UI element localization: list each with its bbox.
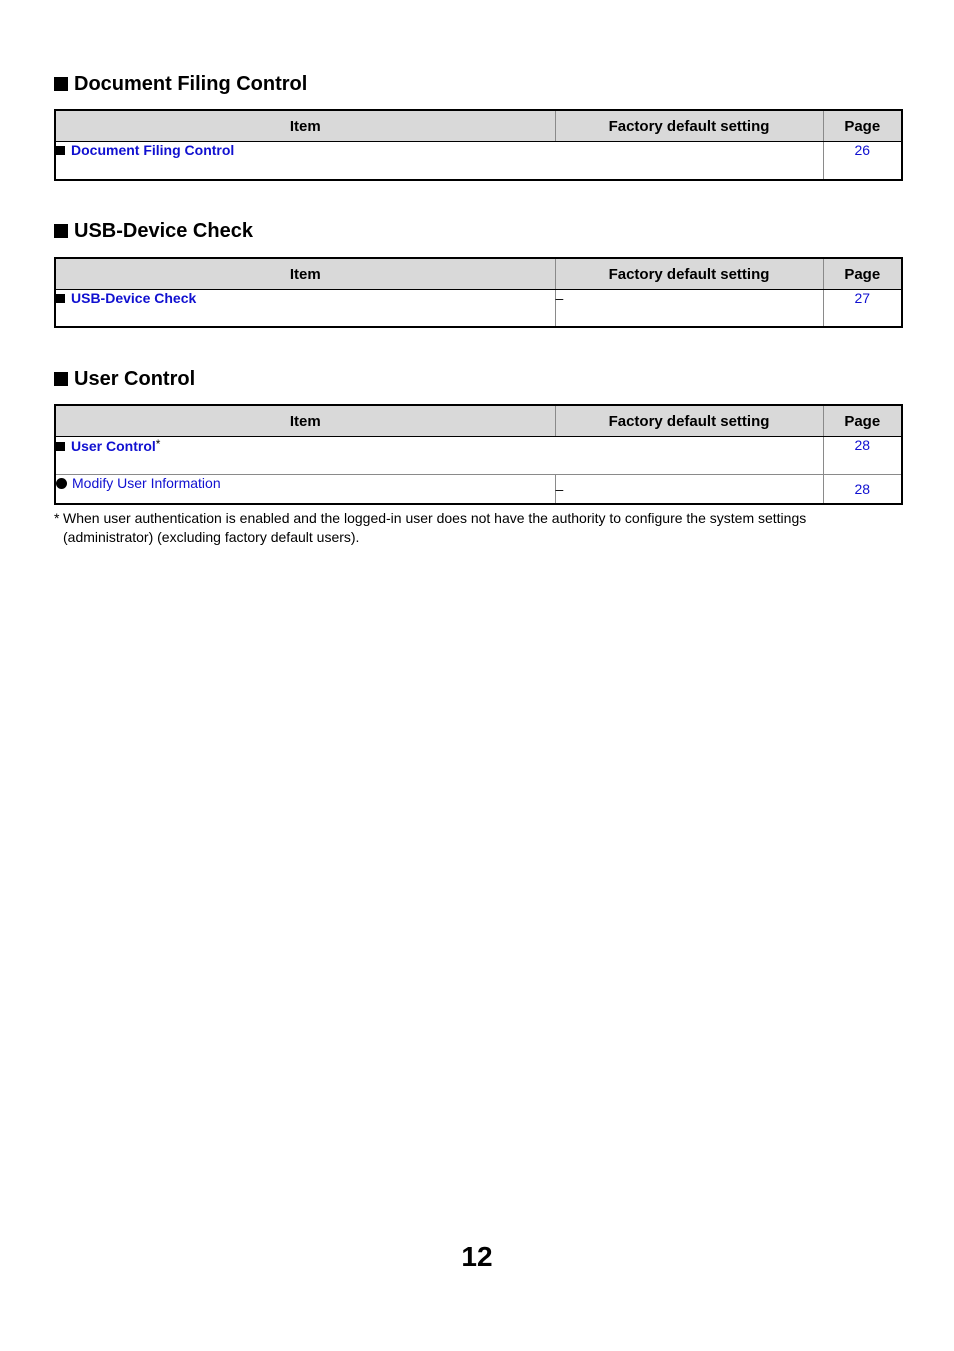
page-number: 12 <box>461 1241 493 1272</box>
table-row <box>55 142 902 180</box>
header-page: Page <box>823 258 902 290</box>
header-page: Page <box>823 110 902 142</box>
table-row <box>55 437 902 475</box>
square-bullet-icon <box>56 442 65 451</box>
item-link-document-filing-control[interactable]: Document Filing Control <box>55 142 823 180</box>
header-item: Item <box>55 258 555 290</box>
footnote-text: When user authentication is enabled and the logged-in user does not have the authority to configure the system settings (administrator) (excluding factory default users). <box>63 510 807 545</box>
item-link-user-control[interactable]: User Control* <box>55 437 823 475</box>
settings-table <box>54 404 903 505</box>
square-bullet-icon <box>54 372 68 386</box>
section-title: Document Filing Control <box>54 72 307 96</box>
table-row <box>55 475 902 504</box>
page-link[interactable]: 27 <box>823 290 902 327</box>
table-row <box>55 290 902 327</box>
footnote <box>54 509 854 547</box>
header-item: Item <box>55 110 555 142</box>
item-link-usb-device-check[interactable]: USB-Device Check <box>55 290 555 327</box>
square-bullet-icon <box>56 146 65 155</box>
page-link[interactable]: 26 <box>823 142 902 180</box>
item-link-modify-user-information[interactable]: Modify User Information <box>55 475 555 504</box>
circle-bullet-icon <box>56 478 67 489</box>
square-bullet-icon <box>54 224 68 238</box>
section-title: User Control <box>54 367 195 391</box>
section-title: USB-Device Check <box>54 219 253 243</box>
footnote-mark: * <box>54 510 60 526</box>
square-bullet-icon <box>54 77 68 91</box>
page-link[interactable]: 28 <box>823 437 902 475</box>
square-bullet-icon <box>56 294 65 303</box>
header-default: Factory default setting <box>555 110 823 142</box>
default-value: – <box>555 290 823 327</box>
settings-table <box>54 109 903 181</box>
header-page: Page <box>823 405 902 437</box>
footnote-marker: * <box>155 437 161 451</box>
settings-table <box>54 257 903 328</box>
default-value: – <box>555 475 823 504</box>
header-item: Item <box>55 405 555 437</box>
header-default: Factory default setting <box>555 405 823 437</box>
page-link[interactable]: 28 <box>823 475 902 504</box>
header-default: Factory default setting <box>555 258 823 290</box>
